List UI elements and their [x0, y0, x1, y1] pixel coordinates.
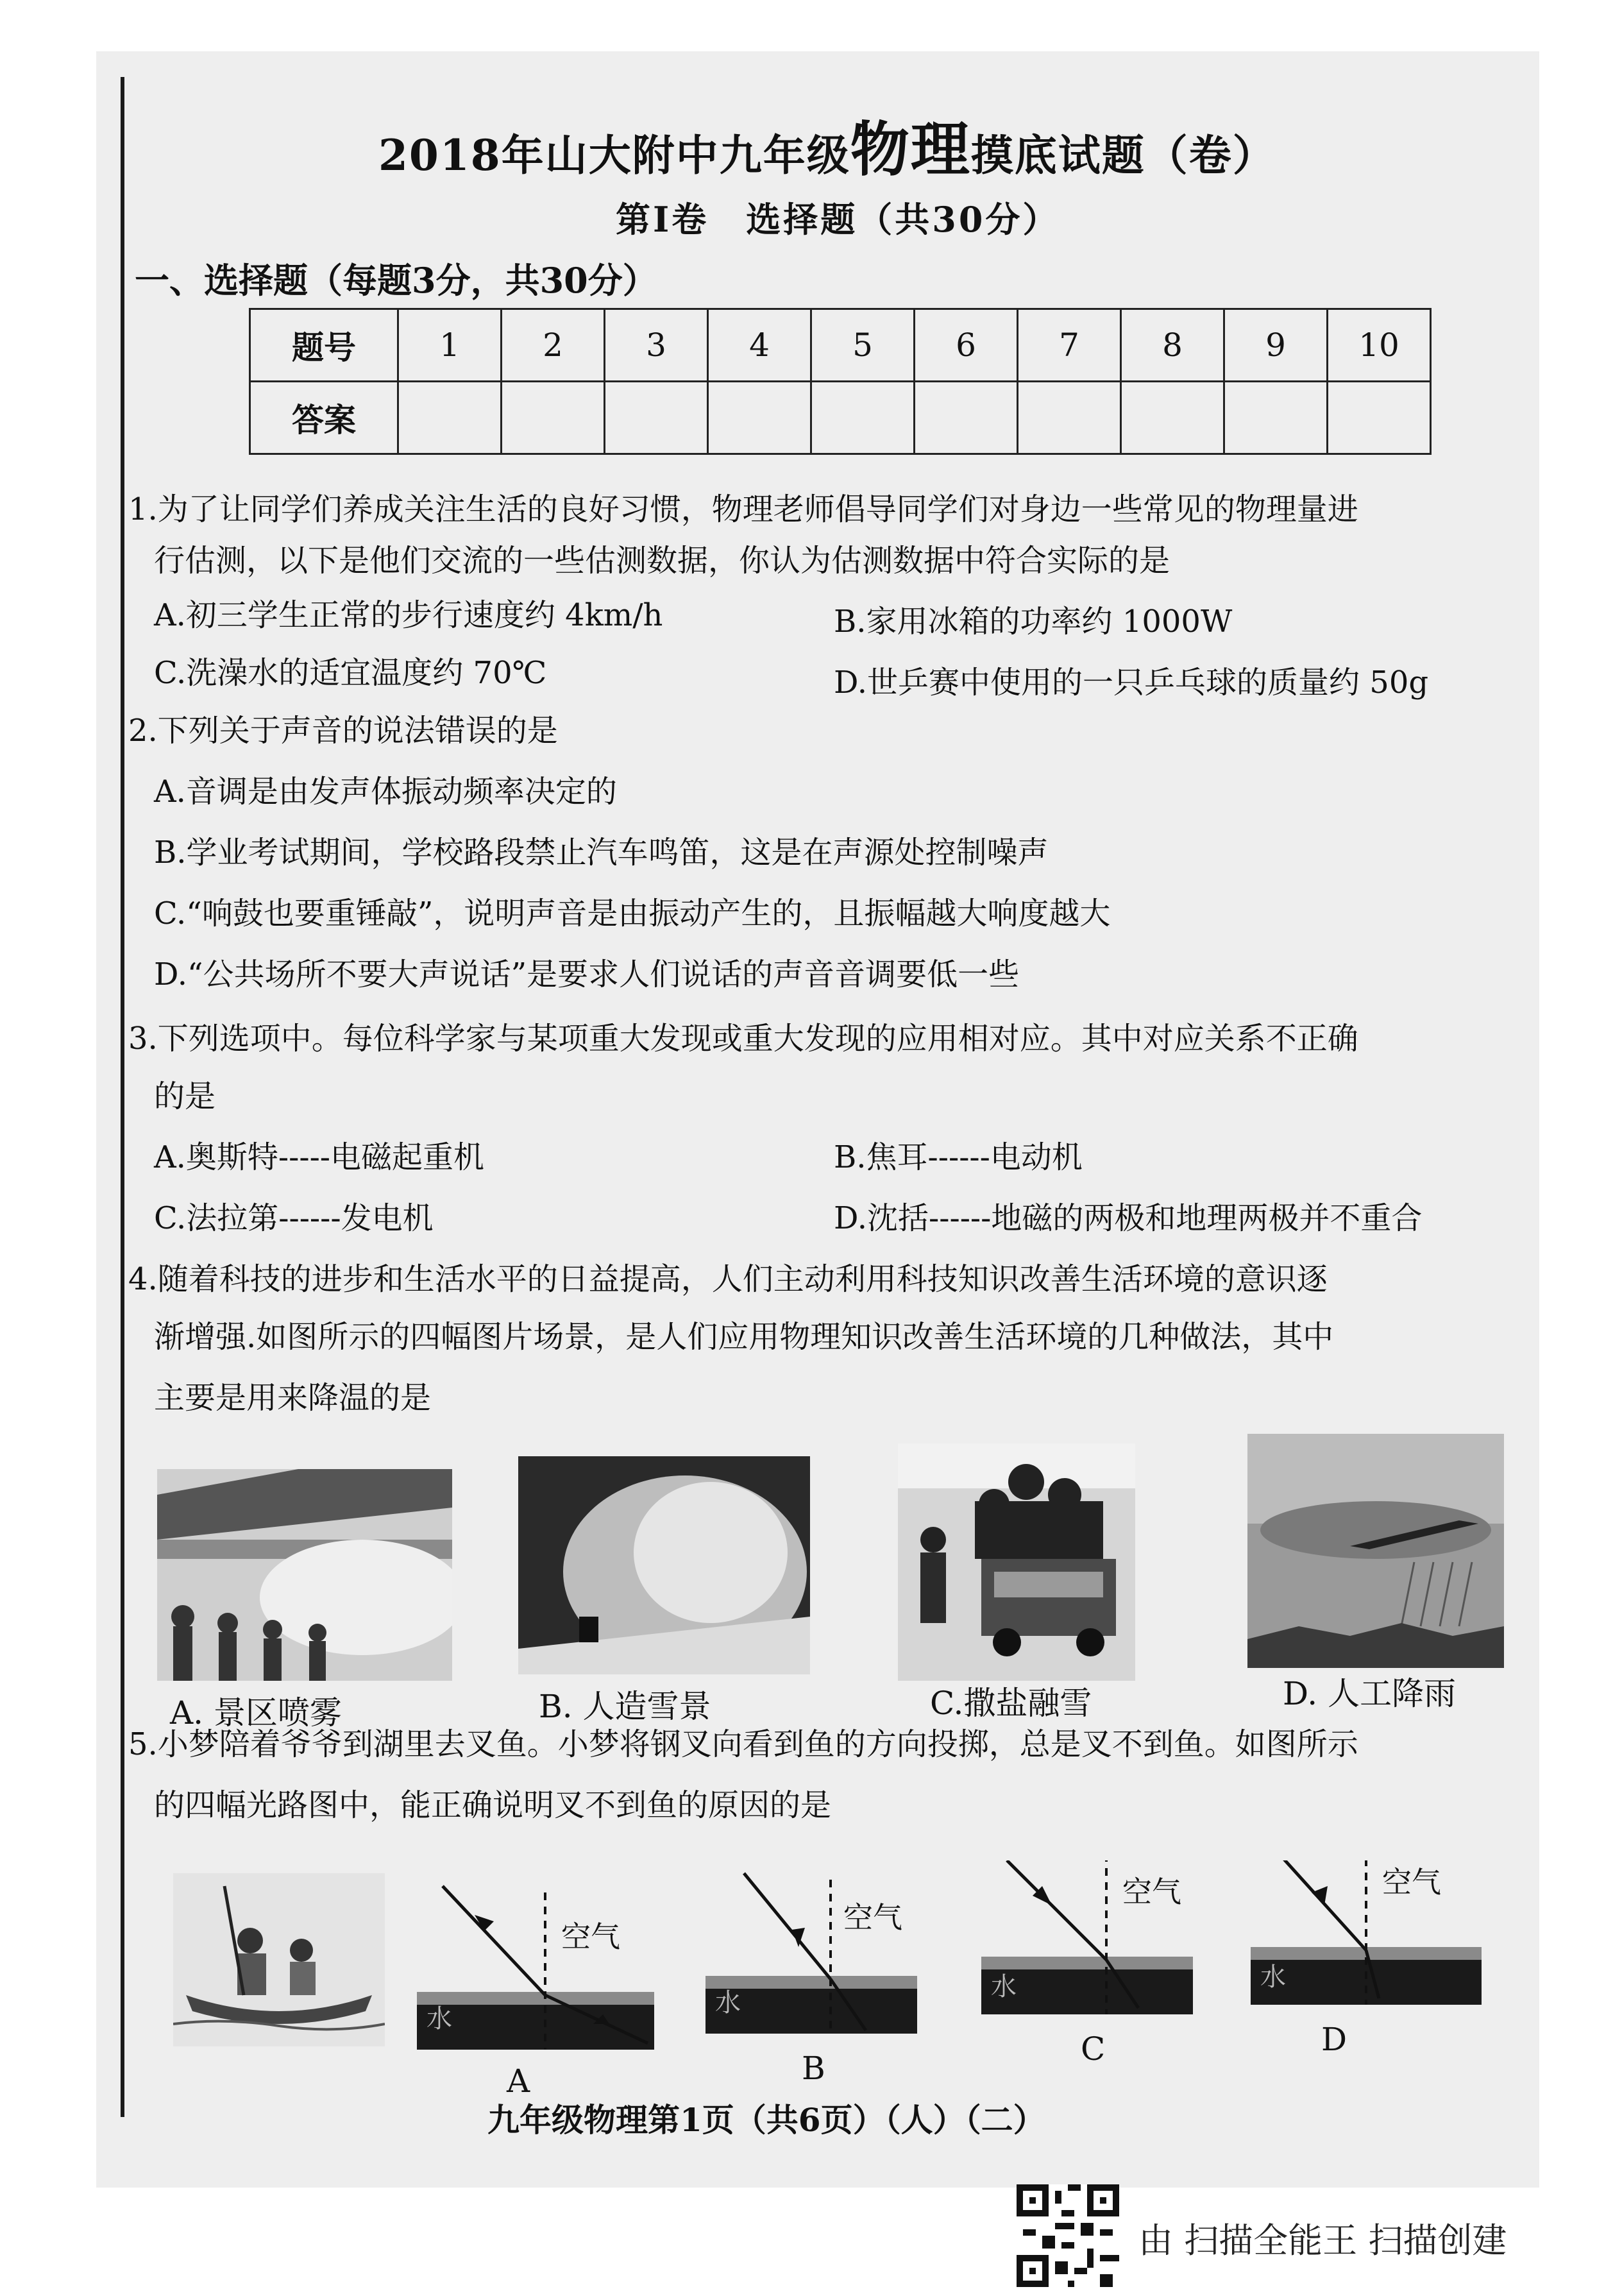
exam-title	[378, 103, 1276, 187]
question-3-stem-line2: 的是	[154, 1078, 216, 1114]
question-number: 7	[1018, 309, 1121, 382]
question-4-stem-line1: 4.随着科技的进步和生活水平的日益提高，人们主动利用科技知识改善生活环境的意识逐	[128, 1261, 1328, 1297]
question-5-stem-line2: 的四幅光路图中，能正确说明叉不到鱼的原因的是	[154, 1787, 832, 1823]
air-label: 空气	[561, 1919, 620, 1954]
question-number: 9	[1224, 309, 1328, 382]
question-5-option-b: B	[802, 2050, 825, 2087]
answer-cell[interactable]	[915, 382, 1018, 454]
water-label: 水	[1260, 1962, 1286, 1992]
question-1-option-d: D.世乒赛中使用的一只乒乓球的质量约 50g	[834, 665, 1429, 701]
question-number: 1	[398, 309, 502, 382]
question-number: 10	[1328, 309, 1431, 382]
question-5-stem-line1: 5.小梦陪着爷爷到湖里去叉鱼。小梦将钢叉向看到鱼的方向投掷，总是叉不到鱼。如图所示	[128, 1726, 1358, 1762]
question-1-stem-line2: 行估测，以下是他们交流的一些估测数据，你认为估测数据中符合实际的是	[154, 543, 1170, 579]
answer-cell[interactable]	[398, 382, 502, 454]
part-subtitle: 第Ⅰ卷 选择题（共30分）	[616, 199, 1060, 240]
light-path-diagram-c	[981, 1860, 1193, 2014]
question-4-option-b: B. 人造雪景	[539, 1688, 711, 1725]
photo-scenic-spray	[157, 1469, 452, 1681]
water-label: 水	[427, 2004, 452, 2034]
question-4-option-c: C.撒盐融雪	[930, 1685, 1092, 1722]
page-footer: 九年级物理第1页（共6页）（人）（二）	[487, 2101, 1045, 2139]
answer-cell[interactable]	[1328, 382, 1431, 454]
answer-cell[interactable]	[502, 382, 605, 454]
question-1-option-a: A.初三学生正常的步行速度约 4km/h	[154, 597, 663, 633]
answer-cell[interactable]	[605, 382, 708, 454]
light-path-diagram-d	[1251, 1860, 1482, 2005]
title-subject: 物理	[850, 115, 971, 184]
question-1-option-c: C.洗澡水的适宜温度约 70℃	[154, 655, 547, 691]
question-2-option-c: C.“响鼓也要重锤敲”，说明声音是由振动产生的，且振幅越大响度越大	[154, 896, 1111, 931]
scanner-credit: 由 扫描全能王 扫描创建	[1138, 2220, 1507, 2261]
air-label: 空气	[1382, 1865, 1441, 1900]
question-3-option-d: D.沈括------地磁的两极和地理两极并不重合	[834, 1200, 1423, 1236]
question-2-option-a: A.音调是由发声体振动频率决定的	[154, 774, 617, 810]
title-suffix: 摸底试题（卷）	[970, 130, 1276, 180]
qr-code-icon	[1017, 2184, 1119, 2287]
question-3-option-b: B.焦耳------电动机	[834, 1139, 1083, 1175]
air-label: 空气	[843, 1900, 902, 1935]
question-3-option-c: C.法拉第------发电机	[154, 1200, 434, 1236]
question-4-stem-line3: 主要是用来降温的是	[154, 1380, 432, 1416]
question-number: 2	[502, 309, 605, 382]
question-3-option-a: A.奥斯特-----电磁起重机	[154, 1139, 485, 1175]
question-4-option-d: D. 人工降雨	[1283, 1675, 1457, 1712]
air-label: 空气	[1122, 1875, 1181, 1909]
answer-cell[interactable]	[1121, 382, 1224, 454]
question-4-option-a: A. 景区喷雾	[170, 1694, 342, 1731]
answer-table-answer-row	[250, 382, 1431, 454]
light-path-diagrams	[417, 1860, 1539, 2066]
answer-cell[interactable]	[1018, 382, 1121, 454]
photo-salt-snow-melting	[898, 1443, 1135, 1681]
water-label: 水	[991, 1972, 1017, 2002]
question-number: 6	[915, 309, 1018, 382]
question-number: 3	[605, 309, 708, 382]
answer-table-number-row	[250, 309, 1431, 382]
fishing-illustration	[173, 1873, 385, 2046]
binding-line	[121, 77, 124, 2117]
photo-artificial-rain	[1247, 1434, 1504, 1668]
answer-cell[interactable]	[708, 382, 811, 454]
question-4-stem-line2: 渐增强.如图所示的四幅图片场景，是人们应用物理知识改善生活环境的几种做法，其中	[154, 1319, 1334, 1355]
question-5-option-c: C	[1081, 2030, 1106, 2068]
light-path-diagram-a	[417, 1886, 654, 2050]
answer-cell[interactable]	[811, 382, 915, 454]
light-path-diagram-b	[705, 1873, 917, 2034]
question-1-stem-line1: 1.为了让同学们养成关注生活的良好习惯，物理老师倡导同学们对身边一些常见的物理量进	[128, 491, 1358, 527]
question-5-option-d: D	[1321, 2021, 1347, 2058]
water-label: 水	[715, 1988, 741, 2018]
question-5-option-a: A	[507, 2062, 530, 2100]
row-label-number: 题号	[250, 309, 398, 382]
question-1-option-b: B.家用冰箱的功率约 1000W	[834, 604, 1233, 640]
photo-artificial-snow	[518, 1456, 810, 1674]
question-number: 5	[811, 309, 915, 382]
answer-cell[interactable]	[1224, 382, 1328, 454]
question-number: 4	[708, 309, 811, 382]
question-2-option-b: B.学业考试期间，学校路段禁止汽车鸣笛，这是在声源处控制噪声	[154, 835, 1049, 871]
question-2-stem: 2.下列关于声音的说法错误的是	[128, 713, 558, 749]
answer-table	[249, 308, 1432, 455]
title-prefix: 2018年山大附中九年级	[378, 130, 850, 180]
question-3-stem-line1: 3.下列选项中。每位科学家与某项重大发现或重大发现的应用相对应。其中对应关系不正确	[128, 1021, 1358, 1057]
question-number: 8	[1121, 309, 1224, 382]
question-2-option-d: D.“公共场所不要大声说话”是要求人们说话的声音音调要低一些	[154, 957, 1020, 992]
row-label-answer: 答案	[250, 382, 398, 454]
section-heading: 一、选择题（每题3分，共30分）	[135, 260, 657, 301]
